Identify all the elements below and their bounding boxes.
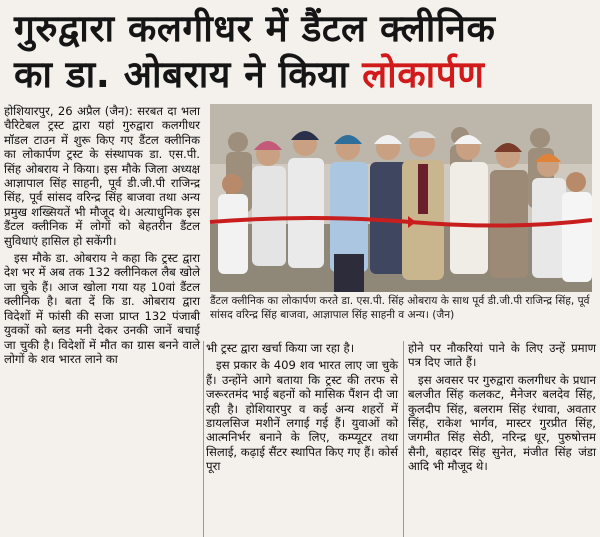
- middle-column-para-1: भी ट्रस्ट द्वारा खर्चा किया जा रहा है।: [206, 341, 355, 355]
- headline-line-1: गुरुद्वारा कलगीधर में डैंटल क्लीनिक: [14, 7, 496, 50]
- right-column-para-2: इस अवसर पर गुरुद्वारा कलगीधर के प्रधान बलजीत सिंह कलकट, मैनेजर बलदेव सिंह, कुलदीप सिंह, बलराम सिंह रंधावा, अवतार सिंह, राकेश भार्गव, मास्टर गुरप्रीत सिंह, जगमीत सिंह सेठी, नरिन्द्र धूर, पुरुषोत्तम सैनी, बहादर सिंह सुनेत, मंजीत सिंह जंडा आदि भी मौजूद थे।: [408, 372, 596, 474]
- article-dateline: होशियारपुर, 26 अप्रैल (जैन): सरबत दा भला चैरिटेबल ट्रस्ट द्वारा यहां गुरुद्वारा कलगीधर मॉडल टाउन में शुरू किए गए डैंटल क्लीनिक का लोकार्पण ट्रस्ट के संस्थापक डा. एस.पी. सिंह ओबराय ने किया। इस मौके जिला अध्यक्ष आज्ञापाल सिंह साहनी, पूर्व डी.जी.पी राजिन्द्र सिंह, पूर्व सांसद वरिन्द्र सिंह बाजवा तथा अन्य प्रमुख शख्सियतें भी मौजूद थे। अत्याधुनिक इस डैंटल क्लीनिक में लोगों को बेहतरीन डैंटल सुविधाएं हासिल हो सकेंगी।: [4, 104, 200, 248]
- article-left-column: [4, 104, 200, 369]
- headline: [14, 6, 594, 98]
- left-column-para-2: इस मौके डा. ओबराय ने कहा कि ट्रस्ट द्वारा देश भर में अब तक 132 क्लीनिकल लैब खोले जा चुके हैं। आज खोला गया यह 10वां डैंटल क्लीनिक है। बता दें कि डा. ओबराय द्वारा विदेशों में फांसी की सजा प्राप्त 132 पंजाबी युवकों को ब्लड मनी देकर उनकी जानें बचाई जा चुकी है। विदेशों में मौत का ग्रास बनने वाले लोगों के शव भारत लाने का: [4, 251, 200, 366]
- article-middle-column: [206, 341, 398, 477]
- middle-column-para-2: इस प्रकार के 409 शव भारत लाए जा चुके हैं। उन्होंने आगे बताया कि ट्रस्ट की तरफ से जरूरतमंद भाई बहनों को मासिक पैंशन दी जा रही है। होशियारपुर व कई अन्य शहरों में डायलसिज मशीनें लगाई गई हैं। युवाओं को आत्मनिर्भर बनाने के लिए, कम्प्यूटर तथा सिलाई, कढ़ाई सैंटर स्थापित किए गए हैं। कोर्स पूरा: [206, 358, 398, 474]
- article-right-column: [408, 341, 596, 477]
- headline-highlight: लोकार्पण: [362, 53, 485, 96]
- photo-caption: डैंटल क्लीनिक का लोकार्पण करते डा. एस.पी. सिंह ओबराय के साथ पूर्व डी.जी.पी राजिन्द्र सिंह, पूर्व सांसद वरिन्द्र सिंह बाजवा, आज्ञापाल सिंह साहनी व अन्य। (जैन): [210, 295, 590, 321]
- column-divider: [403, 341, 404, 537]
- headline-line-2-prefix: का डा. ओबराय ने किया: [14, 53, 363, 96]
- ribbon-cutting-photo: [210, 104, 592, 292]
- news-photo: [210, 104, 592, 292]
- headline-line-2: [14, 52, 594, 98]
- right-column-para-1: होने पर नौकरियां पाने के लिए उन्हें प्रमाण पत्र दिए जाते हैं।: [408, 341, 596, 370]
- left-column-para-1: सरबत दा भला चैरिटेबल ट्रस्ट द्वारा यहां गुरुद्वारा कलगीधर मॉडल टाउन में शुरू किए गए डैंटल क्लीनिक का लोकार्पण ट्रस्ट के संस्थापक डा. एस.पी. सिंह ओबराय ने किया। इस मौके जिला अध्यक्ष आज्ञापाल सिंह साहनी, पूर्व डी.जी.पी राजिन्द्र सिंह, पूर्व सांसद वरिन्द्र सिंह बाजवा तथा अन्य प्रमुख शख्सियतें भी मौजूद थे। अत्याधुनिक इस डैंटल क्लीनिक में लोगों को बेहतरीन डैंटल सुविधाएं हासिल हो सकेंगी।: [4, 104, 200, 248]
- column-divider: [203, 341, 204, 537]
